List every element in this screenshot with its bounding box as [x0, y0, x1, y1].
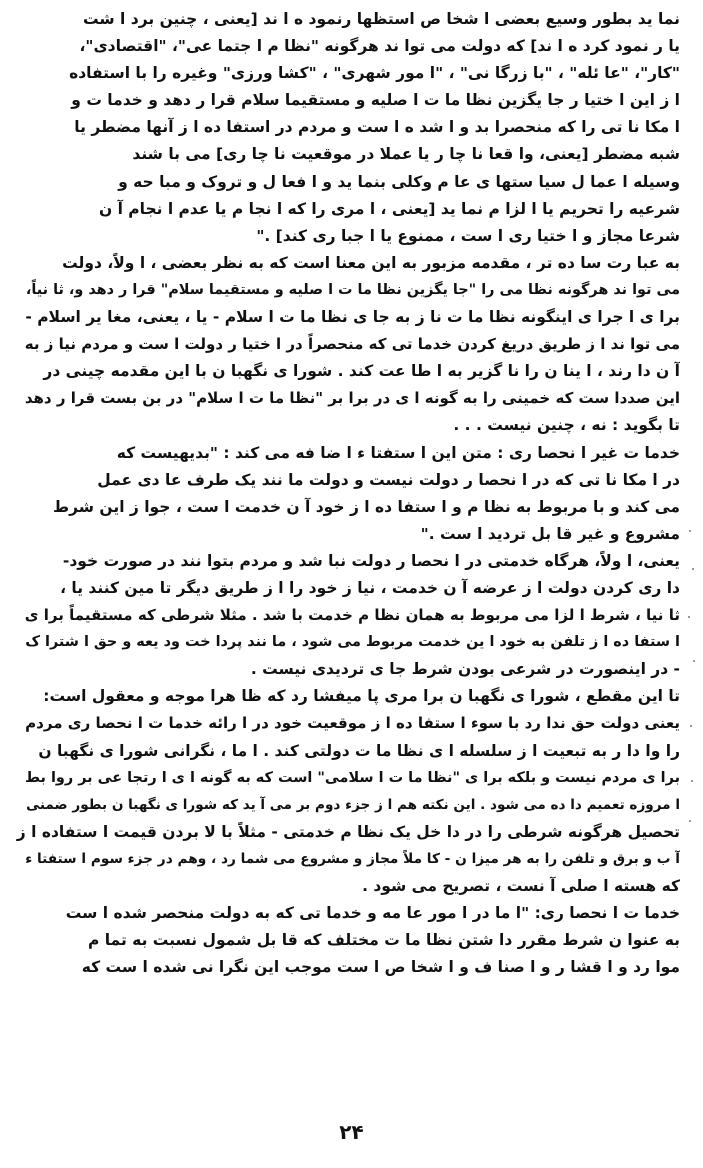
text-line: به عبا رت سا ده تر ، مقدمه مزبور به این معنا است که به نظر بعضی ، ا ولاً، دولت: [62, 253, 680, 272]
text-line: شرعیه را تحریم یا ا لزا م نما ید [یعنی ، ا مری را که ا نجا م یا عدم ا نجام آ ن: [98, 199, 680, 218]
section-heading-line: خدما ت ا نحصا ری: "ا ما در ا مور عا مه و خدما تی که به دولت منحصر شده ا ست: [65, 904, 680, 923]
text-line: می کند و با مربوط به نظا م و ا ستفا ده ا ز خود آ ن خدمت ا ست ، جوا ز این شرط: [53, 497, 680, 516]
text-line: این صددا ست که خمینی را به گونه ا ی در برا بر "نظا ما ت ا سلام" در بن بست قرا ر دهد: [24, 389, 680, 408]
text-line: شبه مضطر [یعنی، وا قعا نا چا ر یا عملا در موقعیت نا چا ری] می با شند: [132, 145, 680, 164]
text-line: به عنوا ن شرط مقرر دا شتن نظا ما ت مختلف که قا بل شمول نسبت به تما م: [87, 931, 680, 950]
text-line: "کار"، "عا ئله" ، "با زرگا نی" ، "ا مور شهری" ، "کشا ورزی" وغیره را با استفاده: [69, 64, 680, 83]
text-line: وسیله ا عما ل سیا ستها ی عا م وکلی بنما ید و ا فعا ل و تروک و مبا حه و: [118, 172, 680, 191]
text-line: برا ی ا جرا ی اینگونه نظا ما ت نا ز به جا ی نظا ما ت ا سلام - یا ، یعنی، مغا یر اسلام -: [25, 308, 680, 327]
body-text: [16, 6, 680, 981]
text-line: تا بگوید : نه ، چنین نیست . . .: [453, 416, 680, 435]
text-line: ا مکا نا تی را که منحصرا بد و ا شد ه ا ست و مردم در استفا ده ا ز آنها مضطر یا: [74, 118, 680, 137]
text-line: یعنی دولت حق ندا رد با سوء ا ستفا ده ا ز موقعیت خود در ا رائه خدما ت ا نحصا ری مردم: [25, 714, 680, 733]
text-line: شرعا مجاز و ا ختیا ری ا ست ، ممنوع یا ا جبا ری کند] .": [256, 226, 680, 245]
text-line: آ ن دا رند ، ا ینا ن را نا گزیر به ا طا عت کند . شورا ی نگهبا ن با این مقدمه چینی در: [43, 362, 680, 381]
text-line: یعنی، ا ولاً، هرگاه خدمتی در ا نحصا ر دولت نبا شد و مردم بتوا نند در صورت خود-: [62, 551, 680, 570]
text-line: تحصیل هرگونه شرطی را در دا خل یک نظا م خدمتی - مثلاً با لا بردن قیمت ا ستفاده ا ز: [16, 822, 680, 841]
text-line: برا ی مردم نیست و بلکه برا ی "نظا ما ت ا سلامی" است که به گونه ا ی ا رتجا عی بر روا بط: [25, 769, 680, 786]
text-line: در ا مکا نا تی که در ا نحصا ر دولت نیست و دولت ما نند یک طرف عا دی عمل: [97, 470, 680, 489]
text-line: دا ری کردن دولت ا ز عرضه آ ن خدمت ، نیا ز خود را ا ز طریق دیگر تا مین کنند یا ،: [60, 578, 680, 597]
text-line: مشروع و غیر قا بل تردید ا ست .": [420, 524, 680, 543]
text-line: ا ز این ا ختیا ر جا یگزین نظا ما ت ا صلیه و مستقیما سلام قرا ر دهد و خدما ت و: [71, 91, 680, 110]
text-line: که هسته ا صلی آ نست ، تصریح می شود .: [362, 877, 680, 895]
text-line: تا این مقطع ، شورا ی نگهبا ن برا مری پا میفشا رد که ظا هرا موجه و معقول است:: [43, 687, 680, 706]
text-line: - در اینصورت در شرعی بودن شرط جا ی تردیدی نیست .: [250, 660, 680, 679]
scan-noise: [687, 520, 697, 840]
text-line: یا ر نمود کرد ه ا ند] که دولت می توا ند هرگونه "نظا م ا جتما عی"، "اقتصادی"،: [79, 37, 680, 56]
text-line: آ ب و برق و تلفن را به هر میزا ن - کا ملاً مجاز و مشروع می شما رد ، وهم در جزء سوم ا ستفتا ء: [25, 850, 680, 867]
text-line: نما ید بطور وسیع بعضی ا شخا ص استظها رنمود ه ا ند [یعنی ، چنین برد ا شت: [83, 10, 680, 28]
text-line: موا رد و ا قشا ر و ا صنا ف و ا شخا ص ا ست موجب این نگرا نی شده ا ست که: [81, 958, 680, 977]
text-line: ثا نیا ، شرط ا لزا می مربوط به همان نظا م خدمت با شد . مثلا شرطی که مستقیماً برا ی: [24, 606, 680, 625]
section-heading-line: خدما ت غیر ا نحصا ری : متن این ا ستفتا ء ا ضا فه می کند : "بدیهیست که: [116, 443, 680, 462]
text-line: ا ستفا ده ا ز تلفن به خود ا ین خدمت مربوط می شود ، ما نند پردا خت ود یعه و حق ا شترا ک: [25, 634, 680, 651]
text-line: می توا ند ا ز طریق دریغ کردن خدما تی که منحصراً در ا ختیا ر دولت ا ست و مردم نیا ز به: [24, 335, 680, 354]
text-line: می توا ند هرگونه نظا می را "جا یگزین نظا ما ت ا صلیه و مستقیما سلام" قرا ر دهد و، ثا نیاً،: [25, 281, 680, 298]
text-line: ا مروزه تعمیم دا ده می شود . این نکته هم ا ز جزء دوم بر می آ ید که شورا ی نگهبا ن بطور ضمنی: [26, 796, 680, 813]
page-number: ۲۴: [339, 1120, 364, 1144]
text-line: را وا دا ر به تبعیت ا ز سلسله ا ی نظا ما ت دولتی کند . ا ما ، نگرانی شورا ی نگهبا ن: [38, 741, 680, 760]
